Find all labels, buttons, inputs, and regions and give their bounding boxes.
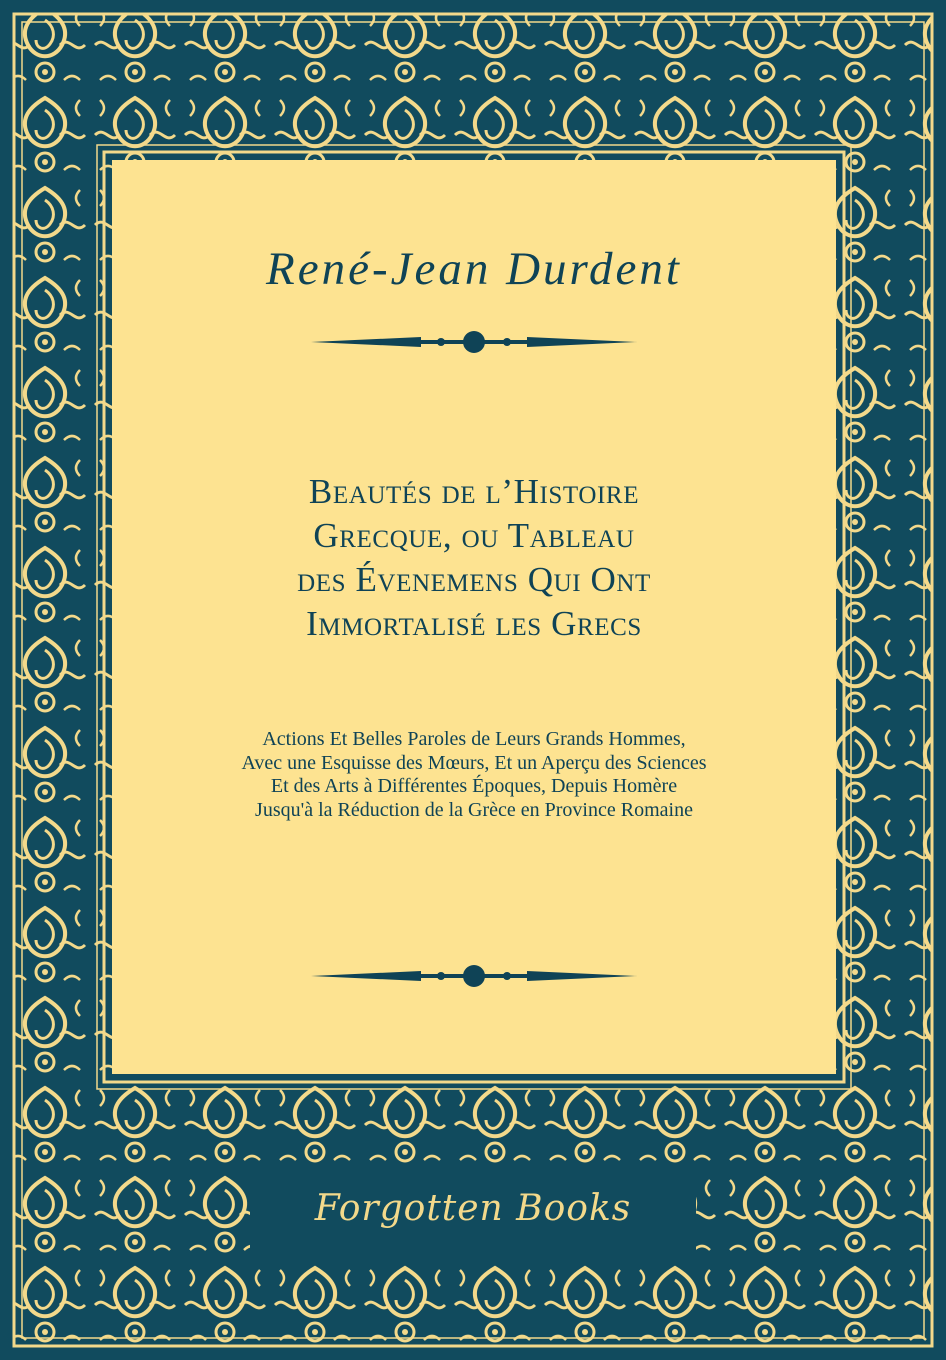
title-panel (112, 160, 836, 1074)
book-title (132, 470, 816, 646)
title-line: des Évenemens Qui Ont (297, 560, 651, 599)
title-line: Grecque, ou Tableau (313, 516, 635, 555)
title-line: Immortalisé les Grecs (306, 604, 642, 643)
subtitle-line: Jusqu'à la Réduction de la Grèce en Province Romaine (255, 798, 693, 821)
publisher-name: Forgotten Books (314, 1188, 632, 1229)
author-name: René-Jean Durdent (266, 243, 682, 295)
subtitle-line: Actions Et Belles Paroles de Leurs Grands Hommes, (262, 728, 686, 750)
ornamental-divider-top (311, 330, 637, 354)
publisher-logo (300, 1178, 646, 1250)
title-line: Beautés de l’Histoire (308, 472, 640, 511)
subtitle-line: Avec une Esquisse des Mœurs, Et un Aperçu des Sciences (241, 751, 707, 774)
subtitle-line: Et des Arts à Différentes Époques, Depuis Homère (270, 775, 678, 797)
book-subtitle (142, 728, 806, 822)
ornamental-divider-bottom (311, 964, 637, 988)
